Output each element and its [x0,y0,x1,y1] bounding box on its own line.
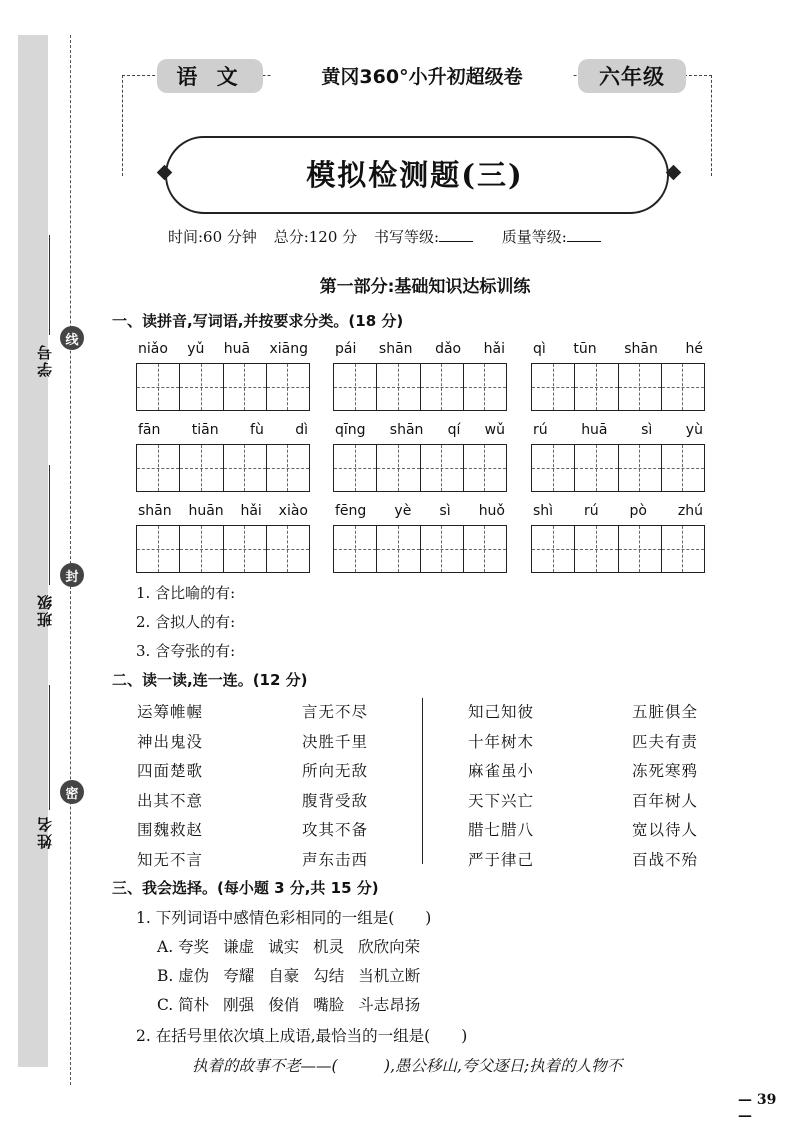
cell-half [288,445,309,491]
name-line [49,685,50,810]
question-2-text: 执着的故事不老——( ),愚公移山,夸父逐日;执着的人物不 [192,1057,623,1075]
writing-cell[interactable] [267,445,309,491]
pinyin-row [136,422,310,444]
cell-half [485,364,506,410]
option-word: 斗志昂扬 [358,996,421,1014]
writing-grid [333,525,507,573]
cell-half [180,364,202,410]
match-item[interactable]: 神出鬼没 [137,732,204,751]
pinyin-syllable: yù [685,422,703,438]
match-item[interactable]: 严于律己 [468,850,535,869]
pinyin-syllable: xiào [278,503,308,519]
pinyin-syllable: sì [439,503,451,519]
cell-half [202,364,223,410]
writing-cell[interactable] [334,364,377,410]
pinyin-syllable: hǎi [483,341,505,357]
cell-half [334,526,356,572]
pinyin-group [136,422,310,492]
pinyin-syllable: shān [378,341,413,357]
cell-half [267,526,289,572]
cell-half [334,445,356,491]
part-title: 第一部分:基础知识达标训练 [319,277,531,297]
writing-cell[interactable] [137,445,180,491]
option-word: 勾结 [313,967,345,985]
grade-pill: 六年级 [578,59,686,93]
writing-cell[interactable] [180,445,223,491]
class-label: 班级 [36,593,54,627]
writing-cell[interactable] [137,364,180,410]
writing-cell[interactable] [532,526,575,572]
writing-cell[interactable] [180,526,223,572]
cell-half [377,526,399,572]
cell-half [245,445,266,491]
cell-half [662,445,684,491]
pinyin-syllable: rú [533,422,548,438]
pinyin-syllable: tūn [573,341,597,357]
cell-half [619,364,641,410]
cell-half [554,526,575,572]
writing-cell[interactable] [421,364,464,410]
writing-cell[interactable] [377,526,420,572]
cell-half [267,445,289,491]
writing-cell[interactable] [575,526,618,572]
pinyin-syllable: shān [389,422,424,438]
writing-grade-label: 书写等级: [373,228,439,246]
match-item[interactable]: 所向无敌 [302,762,369,780]
match-item[interactable]: 四面楚歌 [137,762,204,780]
cell-half [442,445,463,491]
cell-half [399,445,420,491]
option-word: 当机立断 [358,967,421,985]
writing-cell[interactable] [334,526,377,572]
cell-half [356,364,377,410]
student-id-line [49,235,50,335]
seal-feng: 封 [60,563,84,587]
cell-half [356,445,377,491]
cell-half [180,445,202,491]
option-word: B. 虚伪 [157,967,210,985]
cell-half [159,445,180,491]
cell-half [288,364,309,410]
cell-half [421,364,443,410]
option-word: A. 夸奖 [157,938,210,956]
pinyin-group [333,422,507,492]
writing-cell[interactable] [267,364,309,410]
option-word: 嘴脸 [313,996,345,1014]
writing-cell[interactable] [137,526,180,572]
class-line [49,465,50,585]
writing-grid [333,444,507,492]
match-col-4 [632,700,698,877]
match-item[interactable]: 百年树人 [632,791,699,810]
page-number: — 39 — [738,1092,777,1124]
cell-half [554,445,575,491]
match-col-1 [137,700,203,877]
cell-half [575,445,597,491]
subject-pill: 语 文 [157,59,263,93]
cell-half [662,364,684,410]
cell-half [485,526,506,572]
option-word: 刚强 [223,996,255,1014]
writing-grid [531,363,705,411]
cell-half [288,526,309,572]
writing-cell[interactable] [619,526,662,572]
pinyin-syllable: yè [394,503,412,519]
cell-half [619,526,641,572]
pinyin-row [333,341,507,363]
cell-half [267,364,289,410]
student-id-label: 学号 [36,343,54,377]
pinyin-syllable: niǎo [138,341,168,357]
match-item[interactable]: 匹夫有责 [632,732,699,751]
classify-item-1: 1. 含比喻的有: [136,584,236,602]
pinyin-syllable: shān [138,503,172,519]
cell-half [224,526,246,572]
pinyin-row [531,422,705,444]
pinyin-syllable: fēng [335,503,367,519]
cell-half [202,445,223,491]
option-b[interactable] [157,964,434,986]
option-word: 谦虚 [223,938,255,956]
cell-half [399,364,420,410]
writing-cell[interactable] [267,526,309,572]
cell-half [180,526,202,572]
pinyin-syllable: hǎi [240,503,262,519]
pinyin-group [531,422,705,492]
cell-half [597,364,618,410]
writing-cell[interactable] [464,526,506,572]
writing-cell[interactable] [377,445,420,491]
writing-cell[interactable] [224,526,267,572]
writing-grid [333,363,507,411]
cell-half [159,364,180,410]
classify-item-2: 2. 含拟人的有: [136,613,236,631]
time-info: 时间:60 分钟 [168,228,257,246]
option-word: 欣欣向荣 [358,938,421,956]
pinyin-syllable: huān [188,503,224,519]
pinyin-row [136,341,310,363]
pinyin-syllable: zhú [677,503,703,519]
cell-half [159,526,180,572]
name-label: 姓名 [36,815,54,849]
pinyin-syllable: yǔ [187,341,205,357]
section3-heading: 三、我会选择。(每小题 3 分,共 15 分) [112,879,379,897]
pinyin-syllable: fù [250,422,264,438]
match-item[interactable]: 腹背受敌 [302,791,369,810]
section2-heading: 二、读一读,连一连。(12 分) [112,671,308,689]
question-2: 2. 在括号里依次填上成语,最恰当的一组是( ) [136,1027,468,1045]
pinyin-row [531,341,705,363]
section1-heading: 一、读拼音,写词语,并按要求分类。(18 分) [112,312,404,330]
cell-half [334,364,356,410]
match-item[interactable]: 五脏俱全 [632,703,699,721]
writing-grade-blank[interactable] [439,229,473,242]
cell-half [683,364,704,410]
seal-xian: 线 [60,326,84,350]
match-item[interactable]: 围魏救赵 [137,821,204,839]
match-item[interactable]: 十年树木 [468,732,535,751]
cell-half [464,445,486,491]
writing-cell[interactable] [464,445,506,491]
pinyin-syllable: pò [629,503,647,519]
option-word: 夸耀 [223,967,255,985]
cell-half [421,445,443,491]
writing-cell[interactable] [662,445,704,491]
pinyin-group [333,503,507,573]
writing-cell[interactable] [377,364,420,410]
cell-half [532,364,554,410]
match-item[interactable]: 宽以待人 [632,821,699,839]
writing-cell[interactable] [224,445,267,491]
cell-half [421,526,443,572]
writing-cell[interactable] [421,526,464,572]
pinyin-syllable: fān [138,422,161,438]
seal-mi: 密 [60,780,84,804]
pinyin-group [531,503,705,573]
cell-half [485,445,506,491]
cell-half [442,364,463,410]
pinyin-row [136,503,310,525]
cell-half [575,526,597,572]
match-item[interactable]: 声东击西 [302,850,369,869]
series-title: 黄冈360°小升初超级卷 [272,62,572,89]
pinyin-syllable: shān [624,341,658,357]
cell-half [202,526,223,572]
option-a[interactable] [157,935,434,957]
pinyin-group [136,341,310,411]
writing-cell[interactable] [224,364,267,410]
match-col-3 [468,700,534,877]
pinyin-syllable: rú [583,503,599,519]
writing-cell[interactable] [532,364,575,410]
pinyin-syllable: hé [685,341,703,357]
match-item[interactable]: 麻雀虽小 [468,762,535,780]
pinyin-group [136,503,310,573]
pinyin-group [531,341,705,411]
option-word: C. 简朴 [157,996,210,1014]
cell-half [683,526,704,572]
cell-half [137,526,159,572]
writing-grid [531,444,705,492]
pinyin-syllable: huǒ [478,503,505,519]
option-word: 自豪 [268,967,300,985]
cell-half [662,526,684,572]
match-item[interactable]: 出其不意 [137,791,204,810]
question-1: 1. 下列词语中感情色彩相同的一组是( ) [136,909,432,927]
cell-half [356,526,377,572]
classify-item-3: 3. 含夸张的有: [136,642,236,660]
pinyin-syllable: pái [335,341,357,357]
pinyin-syllable: wǔ [484,422,505,438]
match-item[interactable]: 知无不言 [137,850,204,869]
pinyin-row [333,503,507,525]
match-item[interactable]: 攻其不备 [302,821,369,839]
cell-half [245,364,266,410]
pinyin-syllable: xiāng [269,341,308,357]
match-item[interactable]: 天下兴亡 [468,791,535,810]
cell-half [575,364,597,410]
writing-cell[interactable] [575,364,618,410]
cut-line [70,35,71,1085]
match-item[interactable]: 百战不殆 [632,850,699,869]
writing-cell[interactable] [662,526,704,572]
cell-half [137,364,159,410]
pinyin-syllable: huā [223,341,251,357]
cell-half [532,526,554,572]
cell-half [377,364,399,410]
cell-half [597,526,618,572]
writing-grid [136,525,310,573]
cell-half [532,445,554,491]
writing-grid [136,363,310,411]
match-item[interactable]: 决胜千里 [302,732,369,751]
match-item[interactable]: 腊七腊八 [468,821,535,839]
cell-half [442,526,463,572]
match-divider [422,698,423,864]
pinyin-group [333,341,507,411]
pinyin-syllable: tiān [191,422,219,438]
pinyin-syllable: huā [581,422,608,438]
pinyin-syllable: qí [447,422,461,438]
writing-cell[interactable] [421,445,464,491]
option-c[interactable] [157,993,434,1015]
match-item[interactable]: 言无不尽 [302,703,369,721]
cell-half [640,526,661,572]
cell-half [597,445,618,491]
cell-half [554,364,575,410]
cell-half [464,526,486,572]
binding-strip [18,35,54,1067]
writing-cell[interactable] [662,364,704,410]
cell-half [640,364,661,410]
exam-info [168,226,625,247]
writing-cell[interactable] [619,364,662,410]
writing-cell[interactable] [532,445,575,491]
pinyin-syllable: sì [641,422,653,438]
writing-cell[interactable] [619,445,662,491]
pinyin-syllable: dǎo [435,341,462,357]
cell-half [683,445,704,491]
cell-half [640,445,661,491]
cell-half [619,445,641,491]
quality-grade-blank[interactable] [567,229,601,242]
option-word: 俊俏 [268,996,300,1014]
cell-half [464,364,486,410]
writing-cell[interactable] [575,445,618,491]
pinyin-syllable: dì [295,422,308,438]
pinyin-row [531,503,705,525]
cell-half [245,526,266,572]
match-item[interactable]: 知己知彼 [468,703,535,721]
writing-cell[interactable] [180,364,223,410]
pinyin-syllable: qì [533,341,546,357]
option-word: 机灵 [313,938,345,956]
cell-half [137,445,159,491]
match-item[interactable]: 冻死寒鸦 [632,762,699,780]
writing-grid [531,525,705,573]
page-title: 模拟检测题(三) [306,158,524,192]
cell-half [399,526,420,572]
cell-half [224,364,246,410]
cell-half [224,445,246,491]
writing-cell[interactable] [334,445,377,491]
total-info: 总分:120 分 [273,228,358,246]
pinyin-row [333,422,507,444]
match-col-2 [302,700,368,877]
match-item[interactable]: 运筹帷幄 [137,703,204,721]
quality-grade-label: 质量等级: [501,228,567,246]
pinyin-syllable: qīng [335,422,366,438]
writing-cell[interactable] [464,364,506,410]
pinyin-syllable: shì [533,503,554,519]
writing-grid [136,444,310,492]
cell-half [377,445,399,491]
option-word: 诚实 [268,938,300,956]
